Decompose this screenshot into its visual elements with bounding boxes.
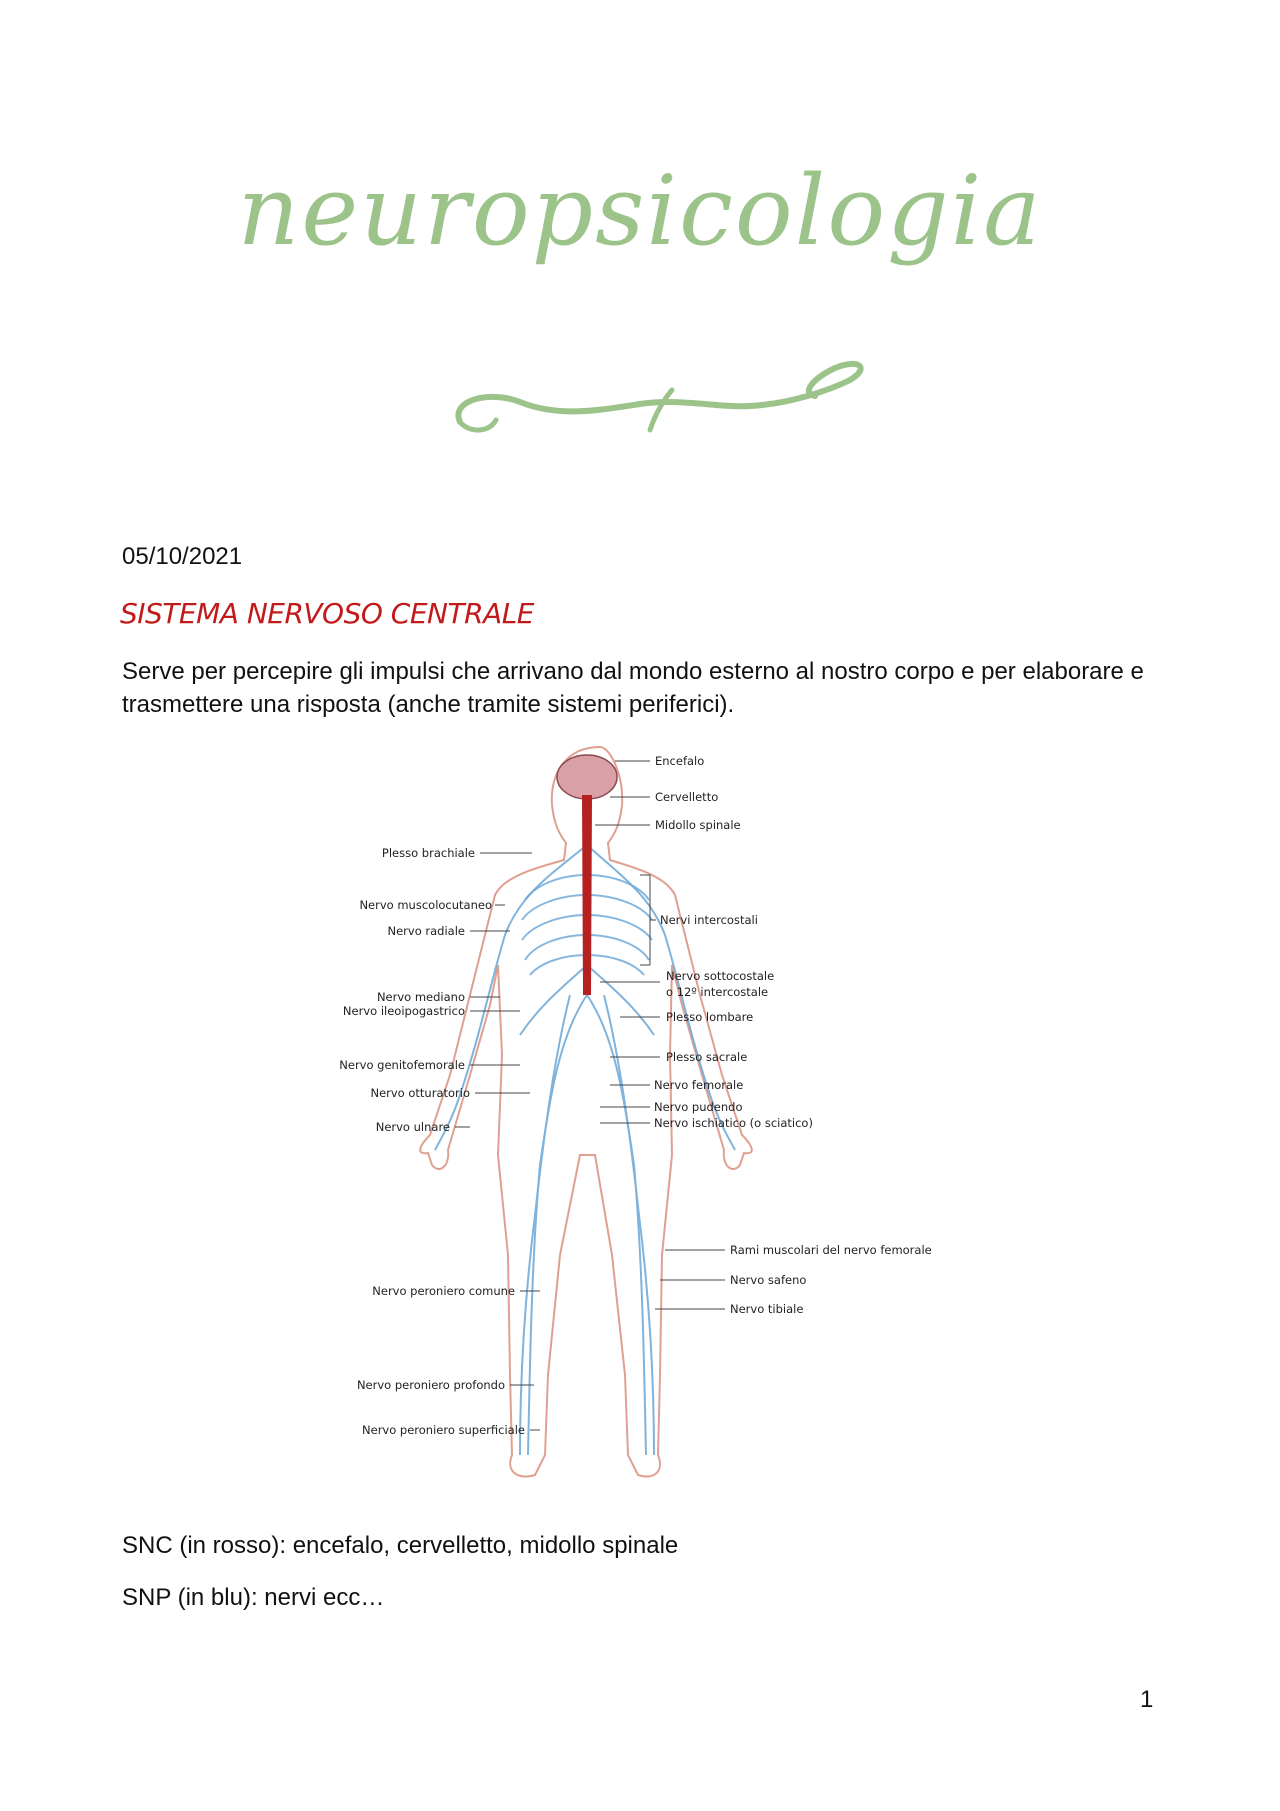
snc-note: SNC (in rosso): encefalo, cervelletto, midollo spinale — [122, 1532, 679, 1559]
brain-shape — [557, 755, 617, 799]
label-nervo-safeno: Nervo safeno — [730, 1273, 807, 1287]
spinal-cord-shape — [582, 795, 592, 995]
label-nervo-peroniero-profondo: Nervo peroniero profondo — [356, 1378, 505, 1392]
label-midollo-spinale: Midollo spinale — [655, 818, 741, 832]
section-paragraph: Serve per percepire gli impulsi che arrivano dal mondo esterno al nostro corpo e per elaborare e trasmettere una risposta (anche tramite sistemi periferici). — [122, 658, 1144, 718]
label-cervelletto: Cervelletto — [655, 790, 719, 804]
label-nervo-radiale: Nervo radiale — [387, 924, 465, 938]
section-heading: SISTEMA NERVOSO CENTRALE — [120, 597, 535, 630]
label-nervo-femorale: Nervo femorale — [654, 1078, 744, 1092]
label-plesso-sacrale: Plesso sacrale — [666, 1050, 748, 1064]
nervous-system-diagram — [320, 735, 970, 1515]
label-nervi-intercostali: Nervi intercostali — [660, 913, 758, 927]
snp-note: SNP (in blu): nervi ecc… — [122, 1584, 385, 1611]
label-nervo-ileoipogastrico: Nervo ileoipogastrico — [342, 1004, 465, 1018]
label-nervo-otturatorio: Nervo otturatorio — [370, 1086, 470, 1100]
label-encefalo: Encefalo — [655, 754, 705, 768]
label-nervo-mediano: Nervo mediano — [376, 990, 465, 1004]
label-nervo-muscolocutaneo: Nervo muscolocutaneo — [359, 898, 492, 912]
label-nervo-tibiale: Nervo tibiale — [730, 1302, 804, 1316]
label-12-intercostale: o 12º intercostale — [666, 985, 769, 999]
label-plesso-brachiale: Plesso brachiale — [381, 846, 475, 860]
date: 05/10/2021 — [122, 543, 243, 570]
label-rami-muscolari: Rami muscolari del nervo femorale — [730, 1243, 932, 1257]
label-nervo-genitofemorale: Nervo genitofemorale — [339, 1058, 465, 1072]
label-nervo-ischiatico: Nervo ischiatico (o sciatico) — [654, 1116, 813, 1130]
label-nervo-ulnare: Nervo ulnare — [375, 1120, 450, 1134]
label-nervo-peroniero-superficiale: Nervo peroniero superficiale — [362, 1423, 525, 1437]
label-nervo-pudendo: Nervo pudendo — [654, 1100, 743, 1114]
title-flourish — [450, 360, 870, 450]
page-title: neuropsicologia — [237, 155, 1043, 267]
page-number: 1 — [1140, 1686, 1154, 1713]
label-nervo-peroniero-comune: Nervo peroniero comune — [372, 1284, 515, 1298]
label-plesso-lombare: Plesso lombare — [666, 1010, 754, 1024]
label-nervo-sottocostale: Nervo sottocostale — [666, 969, 775, 983]
